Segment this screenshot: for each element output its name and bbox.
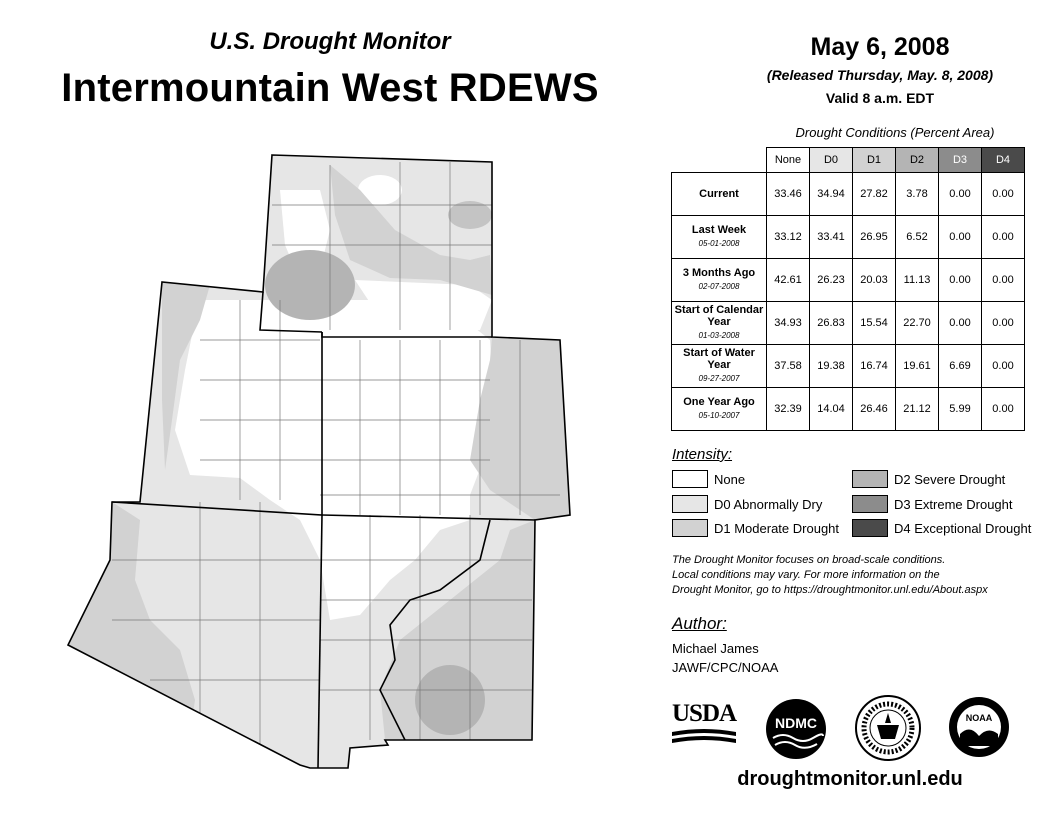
row-date: 01-03-2008 [698,331,740,340]
author-org: JAWF/CPC/NOAA [672,660,779,675]
note-line: The Drought Monitor focuses on broad-scale conditions. [672,554,946,566]
table-cell: 26.95 [853,216,896,259]
author-name: Michael James [672,641,759,656]
legend-label: D3 Extreme Drought [894,496,1013,512]
noaa-logo [948,696,1010,758]
table-cell: 0.00 [939,216,982,259]
table-cell: 3.78 [896,173,939,216]
table-cell: 6.69 [939,345,982,388]
author-heading: Author: [672,614,727,633]
table-row [672,259,1025,302]
table-header-row [672,148,1025,173]
ndmc-logo [765,698,827,760]
legend-swatch [852,470,888,488]
ndmc-logo-text: NDMC [775,715,817,731]
legend-swatch [672,519,708,537]
map-subtitle: U.S. Drought Monitor [209,28,451,55]
note-line: Drought Monitor, go to https://droughtmonitor.unl.edu/About.aspx [672,584,988,596]
table-cell: 32.39 [767,388,810,431]
table-cell: 26.23 [810,259,853,302]
table-cell: 0.00 [939,259,982,302]
table-cell: 19.61 [896,345,939,388]
table-cell: 0.00 [982,216,1025,259]
table-cell: 15.54 [853,302,896,345]
table-row [672,173,1025,216]
table-cell: 11.13 [896,259,939,302]
legend-swatch [852,519,888,537]
d2-area-north [265,250,355,320]
table-cell: 34.94 [810,173,853,216]
row-label: Last Week 05-01-2008 [672,216,767,259]
table-cell: 33.46 [767,173,810,216]
legend-item-d1 [672,519,839,537]
legend-swatch [672,470,708,488]
table-cell: 19.38 [810,345,853,388]
release-date: (Released Thursday, May. 8, 2008) [766,67,994,83]
table-cell: 6.52 [896,216,939,259]
row-date: 05-01-2008 [698,239,740,248]
row-date: 05-10-2007 [698,411,740,420]
legend-label: D4 Exceptional Drought [894,520,1032,536]
drought-conditions-table [671,147,1025,431]
row-label: Start of Water Year 09-27-2007 [672,345,767,388]
legend-label: None [714,471,746,487]
table-cell: 16.74 [853,345,896,388]
row-label: Current [672,173,767,216]
table-cell: 5.99 [939,388,982,431]
table-cell: 26.83 [810,302,853,345]
legend-swatch [852,495,888,513]
table-row [672,388,1025,431]
conditions-caption: Drought Conditions (Percent Area) [795,125,995,140]
row-label: One Year Ago 05-10-2007 [672,388,767,431]
legend-item-d2 [852,470,1005,488]
table-cell: 33.41 [810,216,853,259]
table-cell: 27.82 [853,173,896,216]
d2-area-south [415,665,485,735]
table-cell: 37.58 [767,345,810,388]
col-header-d3: D3 [939,148,982,173]
table-cell: 21.12 [896,388,939,431]
table-cell: 34.93 [767,302,810,345]
table-cell: 22.70 [896,302,939,345]
table-cell: 14.04 [810,388,853,431]
disclaimer-note [672,553,1042,598]
table-cell: 33.12 [767,216,810,259]
table-cell: 0.00 [982,302,1025,345]
row-label: 3 Months Ago 02-07-2008 [672,259,767,302]
row-date: 09-27-2007 [698,374,740,383]
commerce-seal-icon [855,695,921,761]
table-cell: 0.00 [939,302,982,345]
table-row [672,302,1025,345]
col-header-d0: D0 [810,148,853,173]
table-cell: 0.00 [982,388,1025,431]
note-line: Local conditions may vary. For more information on the [672,569,940,581]
col-header-d4: D4 [982,148,1025,173]
table-cell: 0.00 [982,173,1025,216]
legend-swatch [672,495,708,513]
legend-item-d0 [672,495,822,513]
usda-logo: USDA [672,700,736,750]
drought-map [0,140,660,780]
col-header-none: None [767,148,810,173]
footer-url[interactable]: droughtmonitor.unl.edu [737,768,963,790]
table-row [672,345,1025,388]
legend-item-none [672,470,745,488]
header-blank-cell [672,148,767,173]
table-cell: 0.00 [982,345,1025,388]
table-cell: 26.46 [853,388,896,431]
row-date: 02-07-2008 [698,282,740,291]
legend-heading: Intensity: [672,446,733,463]
valid-time: Valid 8 a.m. EDT [825,90,935,106]
legend-item-d3 [852,495,1013,513]
legend-label: D1 Moderate Drought [714,520,840,536]
col-header-d2: D2 [896,148,939,173]
table-cell: 0.00 [982,259,1025,302]
table-cell: 20.03 [853,259,896,302]
usda-swoosh-icon [672,728,736,748]
map-date: May 6, 2008 [810,33,950,61]
legend-label: D0 Abnormally Dry [714,496,823,512]
map-title: Intermountain West RDEWS [61,66,599,110]
table-cell: 42.61 [767,259,810,302]
row-label: Start of Calendar Year 01-03-2008 [672,302,767,345]
table-cell: 0.00 [939,173,982,216]
table-row [672,216,1025,259]
col-header-d1: D1 [853,148,896,173]
legend-item-d4 [852,519,1031,537]
noaa-logo-text: NOAA [965,713,993,723]
legend-label: D2 Severe Drought [894,471,1006,487]
